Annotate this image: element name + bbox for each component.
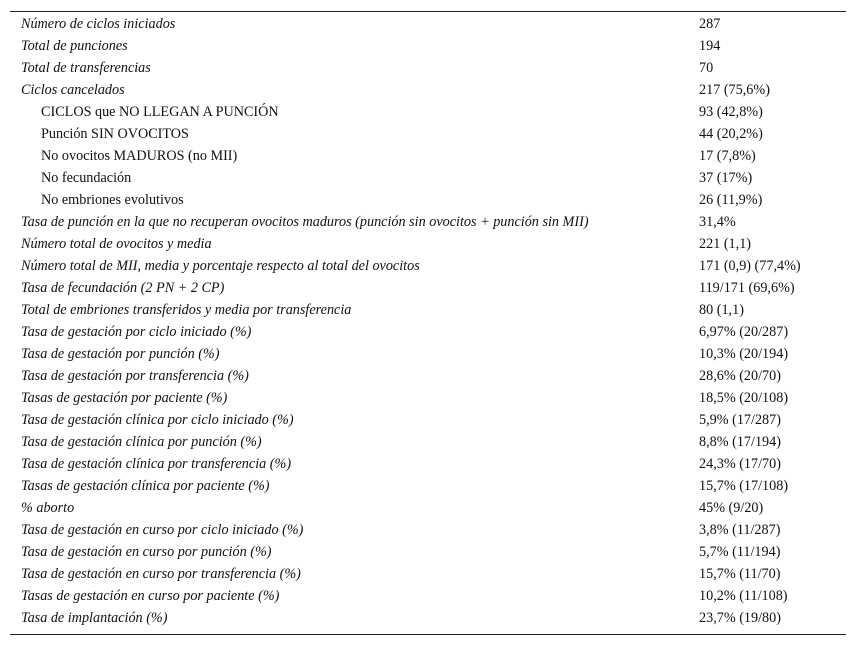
row-value: 17 (7,8%): [699, 148, 756, 164]
row-value: 15,7% (17/108): [699, 478, 789, 494]
row-value: 5,7% (11/194): [699, 544, 781, 560]
table-row: [10, 13, 846, 35]
row-label: Tasa de gestación en curso por punción (%): [21, 544, 272, 560]
row-value: 10,3% (20/194): [699, 346, 789, 362]
row-value: 171 (0,9) (77,4%): [699, 258, 801, 274]
row-sublabel: Punción SIN OVOCITOS: [41, 126, 189, 142]
table-row: [10, 57, 846, 79]
row-value: 31,4%: [699, 214, 736, 230]
row-value: 28,6% (20/70): [699, 368, 781, 384]
table-row: [10, 101, 846, 123]
table-row: [10, 145, 846, 167]
table-row: [10, 563, 846, 585]
table-row: [10, 409, 846, 431]
table-row: [10, 365, 846, 387]
row-label: Número total de ovocitos y media: [21, 236, 212, 252]
results-table-grid: [10, 13, 846, 629]
row-sublabel: No ovocitos MADUROS (no MII): [41, 148, 238, 164]
row-label: Tasa de gestación por ciclo iniciado (%): [21, 324, 252, 340]
row-value: 93 (42,8%): [699, 104, 763, 120]
table-row: [10, 189, 846, 211]
row-value: 221 (1,1): [699, 236, 752, 252]
row-value: 24,3% (17/70): [699, 456, 781, 472]
row-label: Tasa de gestación clínica por punción (%): [21, 434, 262, 450]
table-row: [10, 453, 846, 475]
table-row: [10, 35, 846, 57]
row-value: 6,97% (20/287): [699, 324, 789, 340]
row-label: Tasa de punción en la que no recuperan ovocitos maduros (punción sin ovocitos + punción sin MII): [21, 214, 589, 230]
row-sublabel: CICLOS que NO LLEGAN A PUNCIÓN: [41, 104, 279, 120]
row-value: 45% (9/20): [699, 500, 764, 516]
row-label: Tasa de gestación clínica por ciclo iniciado (%): [21, 412, 294, 428]
row-value: 18,5% (20/108): [699, 390, 789, 406]
row-value: 194: [699, 38, 721, 54]
row-label: Tasa de gestación por transferencia (%): [21, 368, 249, 384]
table-row: [10, 497, 846, 519]
row-label: Tasa de fecundación (2 PN + 2 CP): [21, 280, 225, 296]
table-row: [10, 387, 846, 409]
row-label: Total de embriones transferidos y media por transferencia: [21, 302, 352, 318]
table-row: [10, 255, 846, 277]
row-label: Tasa de implantación (%): [21, 610, 168, 626]
row-value: 80 (1,1): [699, 302, 744, 318]
row-value: 3,8% (11/287): [699, 522, 781, 538]
row-value: 44 (20,2%): [699, 126, 763, 142]
row-label: Total de transferencias: [21, 60, 151, 76]
row-label: Tasa de gestación en curso por transferencia (%): [21, 566, 301, 582]
row-label: Tasa de gestación por punción (%): [21, 346, 220, 362]
row-value: 5,9% (17/287): [699, 412, 781, 428]
row-label: Tasas de gestación clínica por paciente (%): [21, 478, 270, 494]
table-body: [10, 13, 846, 629]
table-row: [10, 233, 846, 255]
table-row: [10, 167, 846, 189]
table-row: [10, 431, 846, 453]
row-label: Total de punciones: [21, 38, 128, 54]
row-label: Tasa de gestación clínica por transferencia (%): [21, 456, 292, 472]
table-row: [10, 541, 846, 563]
row-value: 15,7% (11/70): [699, 566, 781, 582]
row-value: 23,7% (19/80): [699, 610, 781, 626]
row-sublabel: No fecundación: [41, 170, 132, 186]
row-label: Ciclos cancelados: [21, 82, 125, 98]
table-row: [10, 343, 846, 365]
row-value: 70: [699, 60, 714, 76]
table-row: [10, 211, 846, 233]
table-row: [10, 321, 846, 343]
row-label: % aborto: [21, 500, 75, 516]
table-row: [10, 519, 846, 541]
row-value: 26 (11,9%): [699, 192, 763, 208]
row-value: 217 (75,6%): [699, 82, 770, 98]
row-value: 37 (17%): [699, 170, 753, 186]
results-table: [10, 11, 846, 635]
row-value: 119/171 (69,6%): [699, 280, 795, 296]
table-row: [10, 607, 846, 629]
table-row: [10, 123, 846, 145]
row-value: 10,2% (11/108): [699, 588, 788, 604]
row-value: 287: [699, 16, 721, 32]
table-row: [10, 299, 846, 321]
row-label: Tasas de gestación por paciente (%): [21, 390, 228, 406]
row-label: Número de ciclos iniciados: [21, 16, 176, 32]
row-sublabel: No embriones evolutivos: [41, 192, 184, 208]
row-label: Tasas de gestación en curso por paciente (%): [21, 588, 280, 604]
row-label: Número total de MII, media y porcentaje respecto al total del ovocitos: [21, 258, 420, 274]
row-value: 8,8% (17/194): [699, 434, 781, 450]
table-row: [10, 277, 846, 299]
row-label: Tasa de gestación en curso por ciclo iniciado (%): [21, 522, 304, 538]
table-row: [10, 79, 846, 101]
table-row: [10, 475, 846, 497]
table-row: [10, 585, 846, 607]
